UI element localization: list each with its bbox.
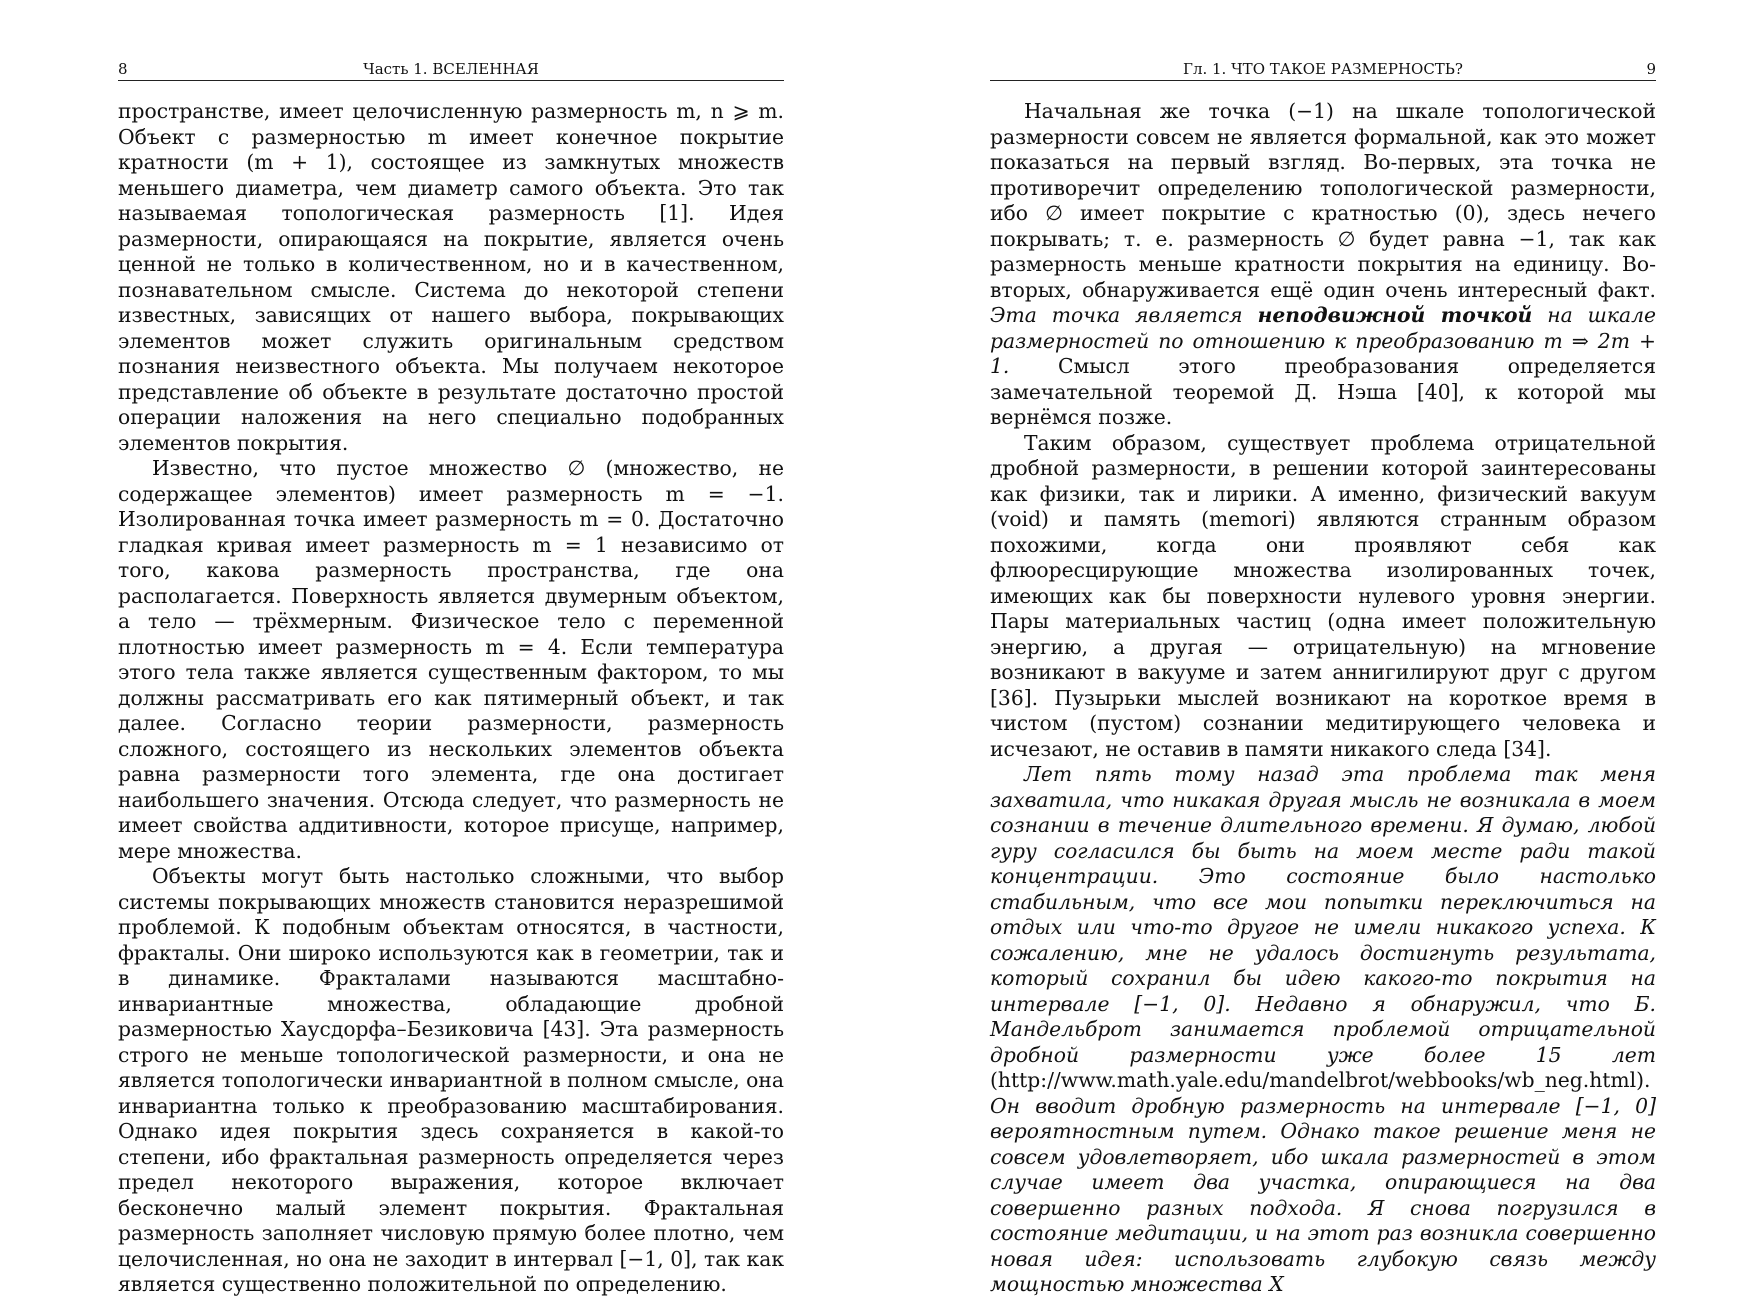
right-page-number: 9 (1646, 60, 1656, 78)
left-page-body (118, 99, 784, 1298)
right-running-header: Гл. 1. ЧТО ТАКОЕ РАЗМЕРНОСТЬ? (1183, 60, 1463, 78)
right-paragraph-3 (990, 762, 1656, 1298)
left-paragraph-3: Объекты могут быть настолько сложными, что выбор системы покрывающих множеств становится неразрешимой проблемой. К подобным объектам относятся, в частности, фракталы. Они широко используются как в геометрии, так и в динамике. Фракталами называются масштабно-инвариантные множества, обладающие дробной размерностью Хаусдорфа–Безиковича [43]. Эта размерность строго не меньше топологической размерности, и она не является топологически инвариантной в полном смысле, она инвариантна только к преобразованию масштабирования. Однако идея покрытия здесь сохраняется в какой-то степени, ибо фрактальная размерность определяется через предел некоторого выражения, которое включает бесконечно малый элемент покрытия. Фрактальная размерность заполняет числовую прямую более плотно, чем целочисленная, но она не заходит в интервал [−1, 0], так как является существенно положительной по определению. (118, 864, 784, 1296)
right-page (990, 56, 1656, 1298)
right-paragraph-1 (990, 99, 1656, 431)
right-paragraph-1-italic-b: на шкале размерностей по отношению к преобразованию m ⇒ 2m + 1. (990, 303, 1656, 378)
mandelbrot-url: (http://www.math.yale.edu/mandelbrot/webbooks/wb_neg.html). (990, 1068, 1651, 1092)
right-paragraph-3-text-a: Лет пять тому назад эта проблема так меня захватила, что никакая другая мысль не возникала в моем сознании в течение длительного времени. Я думаю, любой гуру согласился бы быть на моем месте ради такой концентрации. Это состояние было настолько стабильным, что все мои попытки переключиться на отдых или что-то другое не имели никакого успеха. К сожалению, мне не удалось достигнуть результата, который сохранил бы идею какого-то покрытия на интервале [−1, 0]. Недавно я обнаружил, что Б. Мандельброт занимается проблемой отрицательной дробной размерности уже более 15 лет (990, 762, 1656, 1067)
right-paragraph-1-text-b: Смысл этого преобразования определяется замечательной теоремой Д. Нэша [40], к которой мы вернёмся позже. (990, 354, 1656, 429)
right-paragraph-1-text-a: Начальная же точка (−1) на шкале топологической размерности совсем не является формальной, как это может показаться на первый взгляд. Во-первых, эта точка не противоречит определению топологической размерности, ибо ∅ имеет покрытие с кратностью (0), здесь нечего покрывать; т. е. размерность ∅ будет равна −1, так как размерность меньше кратности покрытия на единицу. Во-вторых, обнаруживается ещё один очень интересный факт. (990, 99, 1656, 302)
left-running-header: Часть 1. ВСЕЛЕННАЯ (363, 60, 539, 78)
left-page (118, 56, 784, 1298)
right-paragraph-3-text-b: Он вводит дробную размерность на интервале [−1, 0] вероятностным путем. Однако такое решение меня не совсем удовлетворяет, ибо шкала размерностей в этом случае имеет два участка, опирающиеся на два совершенно разных подхода. Я снова погрузился в состояние медитации, и на этот раз возникла совершенно новая идея: использовать глубокую связь между мощностью множества X (990, 1093, 1656, 1296)
left-paragraph-1: пространстве, имеет целочисленную размерность m, n ⩾ m. Объект с размерностью m имеет конечное покрытие кратности (m + 1), состоящее из замкнутых множеств меньшего диаметра, чем диаметр самого объекта. Это так называемая топологическая размерность [1]. Идея размерности, опирающаяся на покрытие, является очень ценной не только в количественном, но и в качественном, познавательном смысле. Система до некоторой степени известных, зависящих от нашего выбора, покрывающих элементов может служить оригинальным средством познания неизвестного объекта. Мы получаем некоторое представление об объекте в результате достаточно простой операции наложения на него специально подобранных элементов покрытия. (118, 99, 784, 455)
right-paragraph-1-italic-a: Эта точка является (990, 303, 1258, 327)
right-page-body (990, 99, 1656, 1298)
right-page-header (990, 56, 1656, 81)
right-paragraph-2: Таким образом, существует проблема отрицательной дробной размерности, в решении которой заинтересованы как физики, так и лирики. А именно, физический вакуум (void) и память (memori) являются странным образом похожими, когда они проявляют себя как флюоресцирующие множества изолированных точек, имеющих как бы поверхности нулевого уровня энергии. Пары материальных частиц (одна имеет положительную энергию, а другая — отрицательную) на мгновение возникают в вакууме и затем аннигилируют друг с другом [36]. Пузырьки мыслей возникают на короткое время в чистом (пустом) сознании медитирующего человека и исчезают, не оставив в памяти никакого следа [34]. (990, 430, 1656, 761)
fixed-point-emphasis: неподвижной точкой (1257, 303, 1533, 327)
left-paragraph-2: Известно, что пустое множество ∅ (множество, не содержащее элементов) имеет размерность m = −1. Изолированная точка имеет размерность m = 0. Достаточно гладкая кривая имеет размерность m = 1 независимо от того, какова размерность пространства, где она располагается. Поверхность является двумерным объектом, а тело — трёхмерным. Физическое тело с переменной плотностью имеет размерность m = 4. Если температура этого тела также является существенным фактором, то мы должны рассматривать его как пятимерный объект, и так далее. Согласно теории размерности, размерность сложного, состоящего из нескольких элементов объекта равна размерности того элемента, где она достигает наибольшего значения. Отсюда следует, что размерность не имеет свойства аддитивности, которое присуще, например, мере множества. (118, 456, 784, 863)
left-page-header (118, 56, 784, 81)
left-page-number: 8 (118, 60, 128, 78)
